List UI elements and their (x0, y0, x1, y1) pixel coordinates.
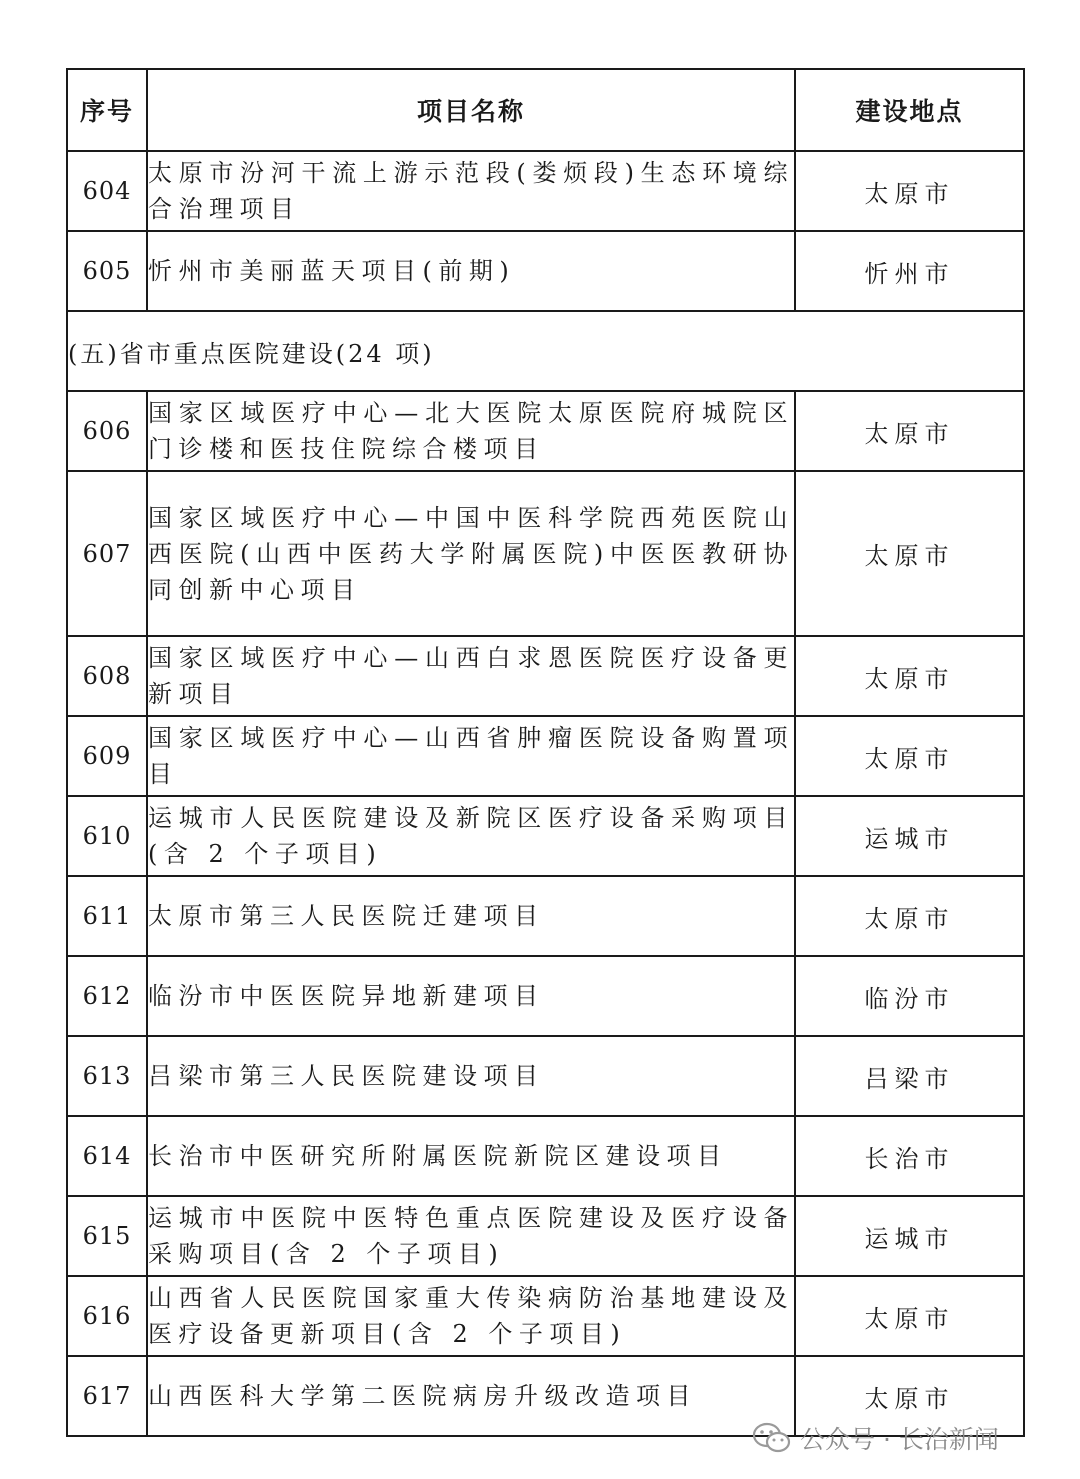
row-number: 608 (67, 636, 147, 716)
table-row (67, 1116, 1024, 1196)
section-title: (五)省市重点医院建设(24 项) (67, 311, 1024, 391)
row-location: 运城市 (795, 1196, 1024, 1276)
row-number: 614 (67, 1116, 147, 1196)
row-location: 忻州市 (795, 231, 1024, 311)
row-number: 606 (67, 391, 147, 471)
row-location: 太原市 (795, 471, 1024, 636)
row-project-name: 吕梁市第三人民医院建设项目 (147, 1036, 795, 1116)
row-location: 太原市 (795, 636, 1024, 716)
table-row (67, 1036, 1024, 1116)
row-location: 太原市 (795, 876, 1024, 956)
row-project-name: 太原市汾河干流上游示范段(娄烦段)生态环境综合治理项目 (147, 151, 795, 231)
table-row (67, 876, 1024, 956)
row-number: 611 (67, 876, 147, 956)
table-row (67, 956, 1024, 1036)
watermark (752, 1420, 999, 1456)
row-number: 604 (67, 151, 147, 231)
row-number: 615 (67, 1196, 147, 1276)
row-number: 605 (67, 231, 147, 311)
row-location: 临汾市 (795, 956, 1024, 1036)
row-project-name: 国家区域医疗中心—北大医院太原医院府城院区门诊楼和医技住院综合楼项目 (147, 391, 795, 471)
header-number: 序号 (67, 69, 147, 151)
header-row (67, 69, 1024, 151)
row-project-name: 运城市中医院中医特色重点医院建设及医疗设备采购项目(含 2 个子项目) (147, 1196, 795, 1276)
row-number: 612 (67, 956, 147, 1036)
row-project-name: 山西省人民医院国家重大传染病防治基地建设及医疗设备更新项目(含 2 个子项目) (147, 1276, 795, 1356)
header-location: 建设地点 (795, 69, 1024, 151)
row-location: 太原市 (795, 1276, 1024, 1356)
project-table (66, 68, 1025, 1437)
row-number: 609 (67, 716, 147, 796)
header-project-name: 项目名称 (147, 69, 795, 151)
row-location: 吕梁市 (795, 1036, 1024, 1116)
row-project-name: 国家区域医疗中心—中国中医科学院西苑医院山西医院(山西中医药大学附属医院)中医医教研协同创新中心项目 (147, 471, 795, 636)
row-number: 617 (67, 1356, 147, 1436)
row-location: 长治市 (795, 1116, 1024, 1196)
row-location: 太原市 (795, 391, 1024, 471)
row-project-name: 太原市第三人民医院迁建项目 (147, 876, 795, 956)
row-project-name: 忻州市美丽蓝天项目(前期) (147, 231, 795, 311)
row-project-name: 临汾市中医医院异地新建项目 (147, 956, 795, 1036)
row-location: 太原市 (795, 1356, 1024, 1436)
row-location: 太原市 (795, 716, 1024, 796)
row-number: 610 (67, 796, 147, 876)
watermark-text: 公众号 · 长治新闻 (800, 1425, 999, 1454)
table-row (67, 1276, 1024, 1356)
row-number: 607 (67, 471, 147, 636)
row-number: 616 (67, 1276, 147, 1356)
row-location: 太原市 (795, 151, 1024, 231)
table-row (67, 636, 1024, 716)
row-project-name: 运城市人民医院建设及新院区医疗设备采购项目(含 2 个子项目) (147, 796, 795, 876)
row-project-name: 国家区域医疗中心—山西省肿瘤医院设备购置项目 (147, 716, 795, 796)
table-row (67, 151, 1024, 231)
row-project-name: 山西医科大学第二医院病房升级改造项目 (147, 1356, 795, 1436)
table-row (67, 796, 1024, 876)
row-project-name: 长治市中医研究所附属医院新院区建设项目 (147, 1116, 795, 1196)
section-row (67, 311, 1024, 391)
table-row (67, 1196, 1024, 1276)
row-project-name: 国家区域医疗中心—山西白求恩医院医疗设备更新项目 (147, 636, 795, 716)
table-row (67, 231, 1024, 311)
wechat-icon (752, 1421, 792, 1455)
table-row (67, 391, 1024, 471)
row-location: 运城市 (795, 796, 1024, 876)
row-number: 613 (67, 1036, 147, 1116)
table-row (67, 471, 1024, 636)
table-row (67, 716, 1024, 796)
